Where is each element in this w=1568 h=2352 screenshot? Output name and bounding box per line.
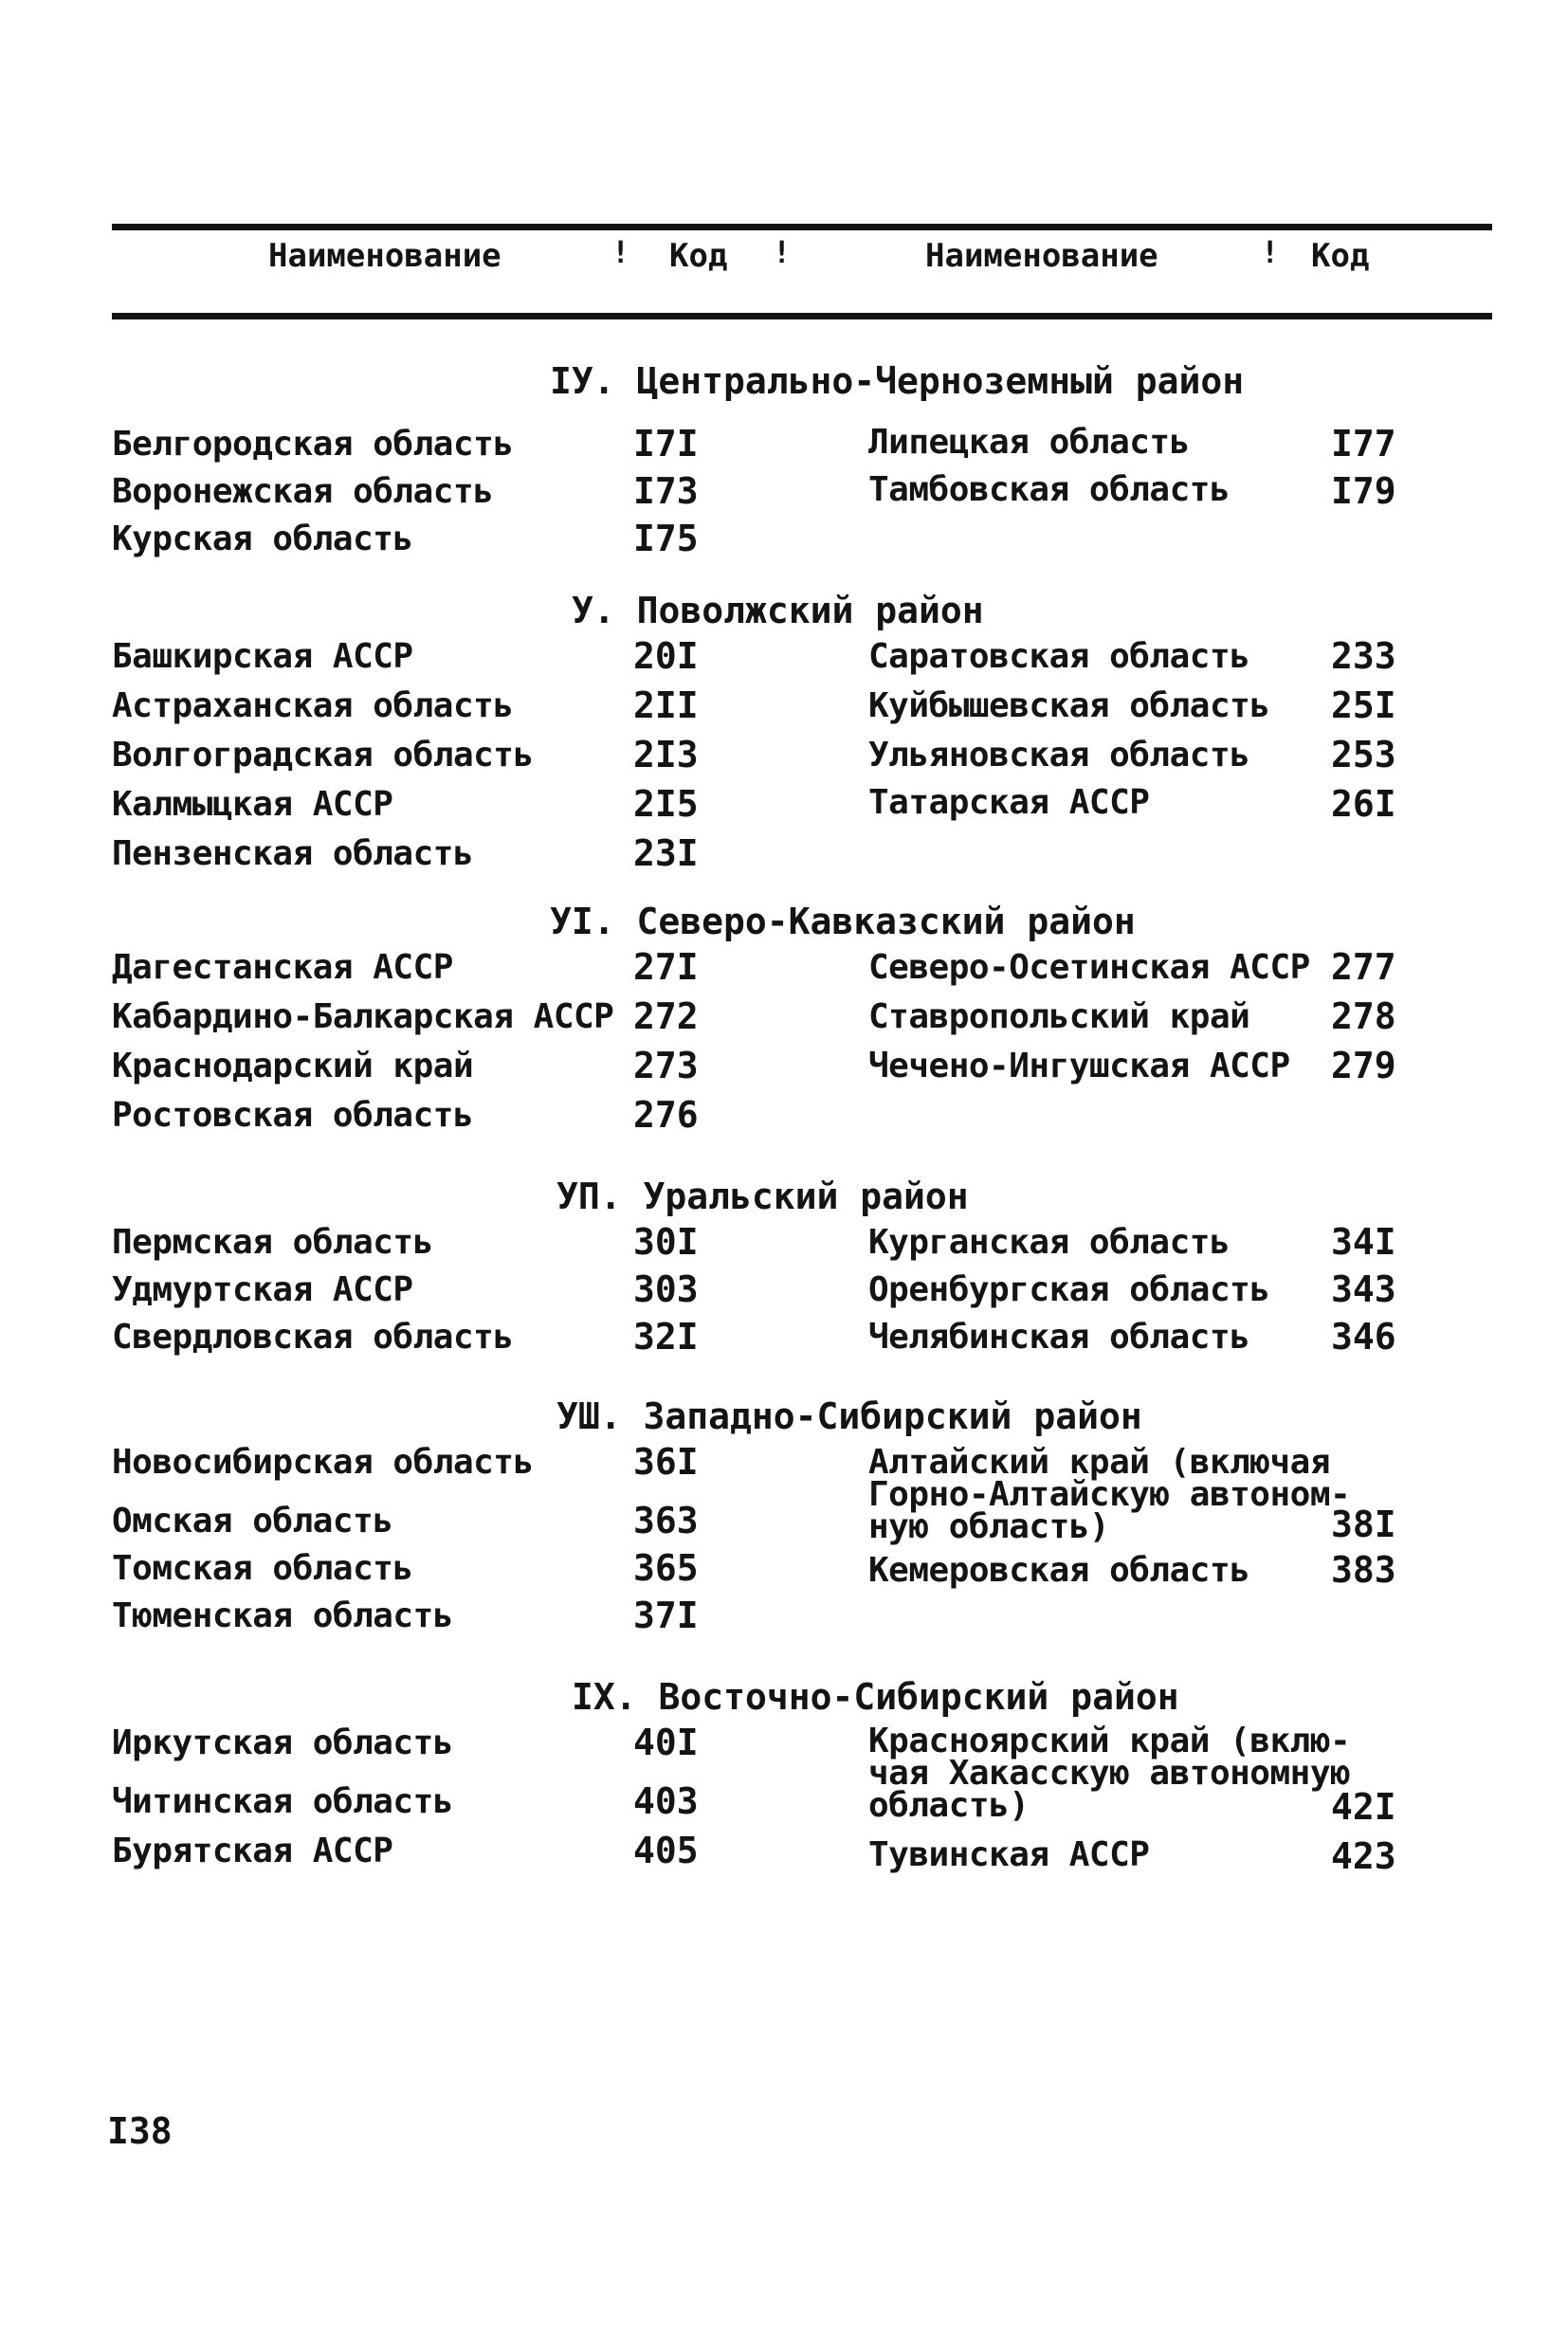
region-code: 37I — [633, 1595, 699, 1636]
region-code: 34I — [1331, 1221, 1396, 1263]
header-name-left: Наименование — [268, 237, 501, 275]
region-name: Ставропольский край — [868, 997, 1250, 1036]
region-name: Белгородская область — [112, 425, 514, 464]
region-code: I73 — [633, 470, 699, 512]
region-code: I75 — [633, 518, 699, 559]
region-code: 405 — [633, 1830, 699, 1871]
region-code: 30I — [633, 1221, 699, 1263]
region-code: 383 — [1331, 1549, 1396, 1591]
region-name: Северо-Осетинская АССР — [868, 948, 1310, 987]
region-name-continuation: ную область) — [868, 1507, 1110, 1546]
section-title: У. Поволжский район — [572, 590, 984, 631]
header-code-left: Код — [669, 237, 728, 275]
region-name-continuation: Горно-Алтайскую автоном- — [868, 1475, 1351, 1514]
region-name: Саратовская область — [868, 637, 1250, 676]
region-name: Бурятская АССР — [112, 1832, 393, 1870]
region-name: Удмуртская АССР — [112, 1270, 413, 1309]
region-name: Калмыцкая АССР — [112, 785, 393, 824]
region-name: Татарская АССР — [868, 783, 1150, 822]
page-number: I38 — [107, 2110, 173, 2152]
region-code: 32I — [633, 1316, 699, 1358]
header-separator: ! — [773, 234, 792, 270]
region-code: 26I — [1331, 783, 1396, 825]
section-title: УП. Уральский район — [556, 1176, 969, 1217]
region-code: 25I — [1331, 684, 1396, 726]
region-name-continuation: область) — [868, 1786, 1030, 1825]
region-code: 38I — [1331, 1504, 1396, 1545]
region-name: Ростовская область — [112, 1096, 474, 1135]
region-name: Ульяновская область — [868, 736, 1250, 775]
region-code: 278 — [1331, 995, 1396, 1037]
region-name: Тамбовская область — [868, 470, 1231, 509]
header-code-right: Код — [1311, 237, 1370, 275]
table-header-rule — [112, 313, 1492, 319]
region-code: 36I — [633, 1441, 699, 1483]
region-name: Челябинская область — [868, 1318, 1250, 1357]
region-code: I77 — [1331, 423, 1396, 465]
region-name: Красноярский край (вклю- — [868, 1722, 1351, 1760]
region-code: 303 — [633, 1268, 699, 1310]
section-title: IУ. Центрально-Черноземный район — [550, 360, 1245, 402]
header-separator: ! — [611, 234, 630, 270]
section-title: УШ. Западно-Сибирский район — [556, 1395, 1142, 1437]
region-code: 2I3 — [633, 734, 699, 775]
region-name: Воронежская область — [112, 472, 494, 511]
region-code: 2I5 — [633, 783, 699, 825]
region-name: Тюменская область — [112, 1596, 453, 1635]
region-name: Кемеровская область — [868, 1551, 1250, 1590]
region-name: Тувинская АССР — [868, 1835, 1150, 1874]
region-name: Липецкая область — [868, 423, 1190, 462]
region-name: Читинская область — [112, 1782, 453, 1821]
region-name: Чечено-Ингушская АССР — [868, 1047, 1290, 1085]
region-code: 343 — [1331, 1268, 1396, 1310]
section-title: IX. Восточно-Сибирский район — [572, 1676, 1179, 1718]
region-code: 20I — [633, 635, 699, 677]
region-code: 277 — [1331, 946, 1396, 988]
table-top-rule — [112, 224, 1492, 230]
region-code: 42I — [1331, 1786, 1396, 1828]
region-code: 346 — [1331, 1316, 1396, 1358]
region-code: 365 — [633, 1547, 699, 1589]
header-name-right: Наименование — [925, 237, 1158, 275]
region-code: 2II — [633, 684, 699, 726]
region-name: Пензенская область — [112, 834, 474, 873]
region-code: 253 — [1331, 734, 1396, 775]
region-name: Куйбышевская область — [868, 686, 1270, 725]
region-code: 363 — [633, 1500, 699, 1541]
header-separator: ! — [1261, 234, 1280, 270]
region-name: Курская область — [112, 520, 413, 558]
region-name: Новосибирская область — [112, 1443, 534, 1482]
region-name: Курганская область — [868, 1223, 1231, 1262]
region-name: Волгоградская область — [112, 736, 534, 775]
region-code: 423 — [1331, 1835, 1396, 1877]
region-name: Алтайский край (включая — [868, 1443, 1330, 1482]
region-name: Астраханская область — [112, 686, 514, 725]
section-title: УI. Северо-Кавказский район — [550, 901, 1136, 942]
region-name: Дагестанская АССР — [112, 948, 453, 987]
region-code: 23I — [633, 832, 699, 874]
region-code: 273 — [633, 1045, 699, 1086]
region-name: Башкирская АССР — [112, 637, 413, 676]
region-name: Оренбургская область — [868, 1270, 1270, 1309]
region-code: 272 — [633, 995, 699, 1037]
region-name: Томская область — [112, 1549, 413, 1588]
region-name: Кабардино-Балкарская АССР — [112, 997, 614, 1036]
region-name: Омская область — [112, 1502, 393, 1541]
region-code: 27I — [633, 946, 699, 988]
region-code: 403 — [633, 1780, 699, 1822]
region-code: 279 — [1331, 1045, 1396, 1086]
region-name: Иркутская область — [112, 1723, 453, 1762]
region-code: 40I — [633, 1722, 699, 1763]
region-code: 233 — [1331, 635, 1396, 677]
region-name: Пермская область — [112, 1223, 433, 1262]
region-name: Свердловская область — [112, 1318, 514, 1357]
region-code: I7I — [633, 423, 699, 465]
region-code: 276 — [633, 1094, 699, 1136]
region-code: I79 — [1331, 470, 1396, 512]
region-name: Краснодарский край — [112, 1047, 474, 1085]
region-name-continuation: чая Хакасскую автономную — [868, 1754, 1351, 1793]
